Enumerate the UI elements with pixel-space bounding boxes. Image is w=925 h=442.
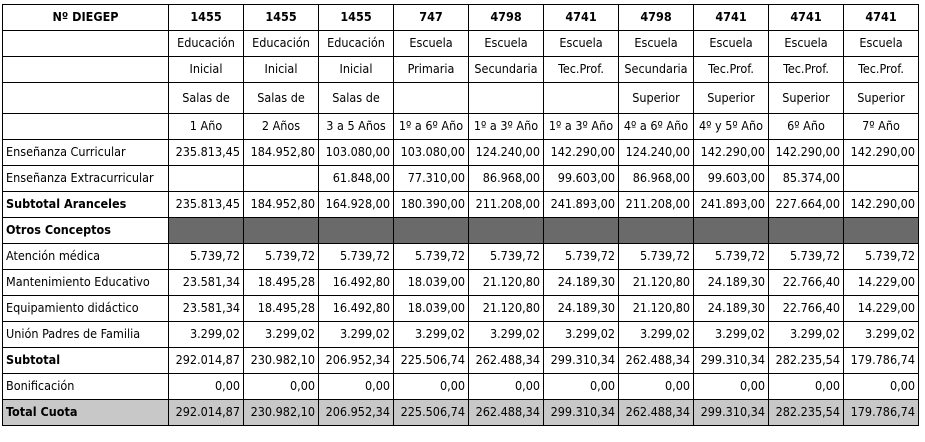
- value-cell: 211.208,00: [619, 192, 694, 218]
- row-label: Atención médica: [3, 244, 169, 270]
- value-cell: 3.299,02: [394, 322, 469, 348]
- level-cell: Educación: [169, 31, 244, 57]
- value-cell: 206.952,34: [319, 400, 394, 426]
- value-cell: [844, 166, 919, 192]
- value-cell: 3.299,02: [244, 322, 319, 348]
- value-cell: 5.739,72: [844, 244, 919, 270]
- value-cell: 21.120,80: [469, 296, 544, 322]
- level-cell: Tec.Prof.: [844, 57, 919, 83]
- value-cell: [169, 166, 244, 192]
- table-row: [3, 140, 919, 166]
- level-cell: Escuela: [844, 31, 919, 57]
- value-cell: 103.080,00: [319, 140, 394, 166]
- value-cell: 299.310,34: [544, 400, 619, 426]
- value-cell: 292.014,87: [169, 400, 244, 426]
- value-cell: 99.603,00: [694, 166, 769, 192]
- value-cell: 0,00: [469, 374, 544, 400]
- value-cell: 241.893,00: [694, 192, 769, 218]
- level-cell: Superior: [694, 83, 769, 114]
- value-cell: 230.982,10: [244, 348, 319, 374]
- value-cell: 85.374,00: [769, 166, 844, 192]
- value-cell: 262.488,34: [469, 348, 544, 374]
- level-cell: Escuela: [769, 31, 844, 57]
- section-fill-cell: [619, 218, 694, 244]
- code-cell: 1455: [244, 5, 319, 31]
- value-cell: 225.506,74: [394, 400, 469, 426]
- value-cell: 292.014,87: [169, 348, 244, 374]
- blank-cell: [3, 83, 169, 114]
- value-cell: 142.290,00: [769, 140, 844, 166]
- section-fill-cell: [769, 218, 844, 244]
- level-cell: Superior: [619, 83, 694, 114]
- value-cell: 3.299,02: [469, 322, 544, 348]
- value-cell: 299.310,34: [694, 348, 769, 374]
- value-cell: 262.488,34: [469, 400, 544, 426]
- code-cell: 4741: [544, 5, 619, 31]
- level-cell: Superior: [769, 83, 844, 114]
- value-cell: 179.786,74: [844, 400, 919, 426]
- row-label: Otros Conceptos: [3, 218, 169, 244]
- value-cell: 3.299,02: [619, 322, 694, 348]
- level-cell: Escuela: [469, 31, 544, 57]
- value-cell: 235.813,45: [169, 192, 244, 218]
- value-cell: 24.189,30: [694, 296, 769, 322]
- row-label: Mantenimiento Educativo: [3, 270, 169, 296]
- value-cell: 180.390,00: [394, 192, 469, 218]
- value-cell: 24.189,30: [544, 296, 619, 322]
- level-cell: Tec.Prof.: [769, 57, 844, 83]
- row-label: Bonificación: [3, 374, 169, 400]
- value-cell: 0,00: [544, 374, 619, 400]
- level-cell: 6º Año: [769, 114, 844, 140]
- row-label: Unión Padres de Familia: [3, 322, 169, 348]
- value-cell: 262.488,34: [619, 400, 694, 426]
- section-fill-cell: [844, 218, 919, 244]
- value-cell: 14.229,00: [844, 270, 919, 296]
- level-cell: Escuela: [694, 31, 769, 57]
- value-cell: 0,00: [619, 374, 694, 400]
- level-cell: Educación: [319, 31, 394, 57]
- value-cell: 22.766,40: [769, 296, 844, 322]
- value-cell: 23.581,34: [169, 270, 244, 296]
- subheader-row-1: [3, 31, 919, 57]
- code-cell: 4798: [619, 5, 694, 31]
- code-cell: 747: [394, 5, 469, 31]
- code-row: [3, 5, 919, 31]
- section-fill-cell: [169, 218, 244, 244]
- value-cell: 18.039,00: [394, 270, 469, 296]
- value-cell: 21.120,80: [619, 296, 694, 322]
- value-cell: 61.848,00: [319, 166, 394, 192]
- level-cell: Secundaria: [469, 57, 544, 83]
- level-cell: Escuela: [394, 31, 469, 57]
- value-cell: 179.786,74: [844, 348, 919, 374]
- row-label: Equipamiento didáctico: [3, 296, 169, 322]
- level-cell: 1º a 6º Año: [394, 114, 469, 140]
- subheader-row-4: [3, 114, 919, 140]
- code-cell: 4741: [769, 5, 844, 31]
- value-cell: 5.739,72: [394, 244, 469, 270]
- level-cell: Superior: [844, 83, 919, 114]
- value-cell: [244, 166, 319, 192]
- value-cell: 5.739,72: [619, 244, 694, 270]
- level-cell: 3 a 5 Años: [319, 114, 394, 140]
- value-cell: 184.952,80: [244, 140, 319, 166]
- value-cell: 142.290,00: [694, 140, 769, 166]
- value-cell: 21.120,80: [619, 270, 694, 296]
- level-cell: Escuela: [619, 31, 694, 57]
- value-cell: 16.492,80: [319, 270, 394, 296]
- value-cell: 0,00: [694, 374, 769, 400]
- level-cell: Secundaria: [619, 57, 694, 83]
- code-cell: 4741: [694, 5, 769, 31]
- level-cell: Tec.Prof.: [694, 57, 769, 83]
- value-cell: 3.299,02: [694, 322, 769, 348]
- value-cell: 0,00: [394, 374, 469, 400]
- value-cell: 299.310,34: [544, 348, 619, 374]
- value-cell: 3.299,02: [769, 322, 844, 348]
- value-cell: 299.310,34: [694, 400, 769, 426]
- blank-cell: [3, 114, 169, 140]
- level-cell: 2 Años: [244, 114, 319, 140]
- level-cell: Salas de: [244, 83, 319, 114]
- value-cell: 103.080,00: [394, 140, 469, 166]
- value-cell: 184.952,80: [244, 192, 319, 218]
- value-cell: 16.492,80: [319, 296, 394, 322]
- level-cell: 1 Año: [169, 114, 244, 140]
- diegep-label: Nº DIEGEP: [3, 5, 169, 31]
- value-cell: 22.766,40: [769, 270, 844, 296]
- value-cell: 5.739,72: [544, 244, 619, 270]
- row-label: Total Cuota: [3, 400, 169, 426]
- value-cell: 5.739,72: [169, 244, 244, 270]
- code-cell: 4798: [469, 5, 544, 31]
- level-cell: 4º a 6º Año: [619, 114, 694, 140]
- value-cell: 211.208,00: [469, 192, 544, 218]
- value-cell: 24.189,30: [694, 270, 769, 296]
- value-cell: 18.495,28: [244, 270, 319, 296]
- table-row: [3, 192, 919, 218]
- section-fill-cell: [394, 218, 469, 244]
- level-cell: Inicial: [319, 57, 394, 83]
- value-cell: 5.739,72: [244, 244, 319, 270]
- table-row: [3, 244, 919, 270]
- value-cell: 124.240,00: [469, 140, 544, 166]
- value-cell: 77.310,00: [394, 166, 469, 192]
- code-cell: 1455: [319, 5, 394, 31]
- value-cell: 206.952,34: [319, 348, 394, 374]
- value-cell: 5.739,72: [769, 244, 844, 270]
- value-cell: 142.290,00: [844, 140, 919, 166]
- subheader-row-3: [3, 83, 919, 114]
- section-fill-cell: [469, 218, 544, 244]
- code-cell: 4741: [844, 5, 919, 31]
- value-cell: 0,00: [169, 374, 244, 400]
- value-cell: 3.299,02: [844, 322, 919, 348]
- value-cell: 86.968,00: [619, 166, 694, 192]
- section-fill-cell: [319, 218, 394, 244]
- value-cell: 227.664,00: [769, 192, 844, 218]
- table-row: [3, 400, 919, 426]
- value-cell: 142.290,00: [844, 192, 919, 218]
- value-cell: 21.120,80: [469, 270, 544, 296]
- value-cell: 3.299,02: [319, 322, 394, 348]
- level-cell: [469, 83, 544, 114]
- value-cell: 0,00: [319, 374, 394, 400]
- level-cell: Primaria: [394, 57, 469, 83]
- table-row: [3, 348, 919, 374]
- level-cell: Educación: [244, 31, 319, 57]
- section-fill-cell: [244, 218, 319, 244]
- value-cell: 18.495,28: [244, 296, 319, 322]
- value-cell: 262.488,34: [619, 348, 694, 374]
- value-cell: 5.739,72: [319, 244, 394, 270]
- level-cell: [394, 83, 469, 114]
- value-cell: 3.299,02: [169, 322, 244, 348]
- value-cell: 142.290,00: [544, 140, 619, 166]
- value-cell: 14.229,00: [844, 296, 919, 322]
- fee-table: [2, 4, 919, 426]
- level-cell: 7º Año: [844, 114, 919, 140]
- blank-cell: [3, 31, 169, 57]
- table-row: [3, 296, 919, 322]
- value-cell: 230.982,10: [244, 400, 319, 426]
- level-cell: Salas de: [169, 83, 244, 114]
- value-cell: 282.235,54: [769, 348, 844, 374]
- level-cell: 1º a 3º Año: [469, 114, 544, 140]
- value-cell: 0,00: [244, 374, 319, 400]
- section-fill-cell: [694, 218, 769, 244]
- value-cell: 3.299,02: [544, 322, 619, 348]
- value-cell: 23.581,34: [169, 296, 244, 322]
- row-label: Enseñanza Curricular: [3, 140, 169, 166]
- value-cell: 235.813,45: [169, 140, 244, 166]
- table-row: [3, 270, 919, 296]
- value-cell: 164.928,00: [319, 192, 394, 218]
- level-cell: 1º a 3º Año: [544, 114, 619, 140]
- level-cell: Salas de: [319, 83, 394, 114]
- table-row: [3, 166, 919, 192]
- code-cell: 1455: [169, 5, 244, 31]
- value-cell: 225.506,74: [394, 348, 469, 374]
- value-cell: 241.893,00: [544, 192, 619, 218]
- value-cell: 124.240,00: [619, 140, 694, 166]
- value-cell: 5.739,72: [469, 244, 544, 270]
- value-cell: 0,00: [844, 374, 919, 400]
- table-row: [3, 218, 919, 244]
- value-cell: 5.739,72: [694, 244, 769, 270]
- level-cell: Escuela: [544, 31, 619, 57]
- row-label: Enseñanza Extracurricular: [3, 166, 169, 192]
- row-label: Subtotal Aranceles: [3, 192, 169, 218]
- value-cell: 18.039,00: [394, 296, 469, 322]
- level-cell: Tec.Prof.: [544, 57, 619, 83]
- blank-cell: [3, 57, 169, 83]
- value-cell: 0,00: [769, 374, 844, 400]
- level-cell: Inicial: [244, 57, 319, 83]
- subheader-row-2: [3, 57, 919, 83]
- value-cell: 24.189,30: [544, 270, 619, 296]
- section-fill-cell: [544, 218, 619, 244]
- value-cell: 282.235,54: [769, 400, 844, 426]
- row-label: Subtotal: [3, 348, 169, 374]
- table-row: [3, 322, 919, 348]
- value-cell: 86.968,00: [469, 166, 544, 192]
- level-cell: Inicial: [169, 57, 244, 83]
- value-cell: 99.603,00: [544, 166, 619, 192]
- level-cell: [544, 83, 619, 114]
- level-cell: 4º y 5º Año: [694, 114, 769, 140]
- table-row: [3, 374, 919, 400]
